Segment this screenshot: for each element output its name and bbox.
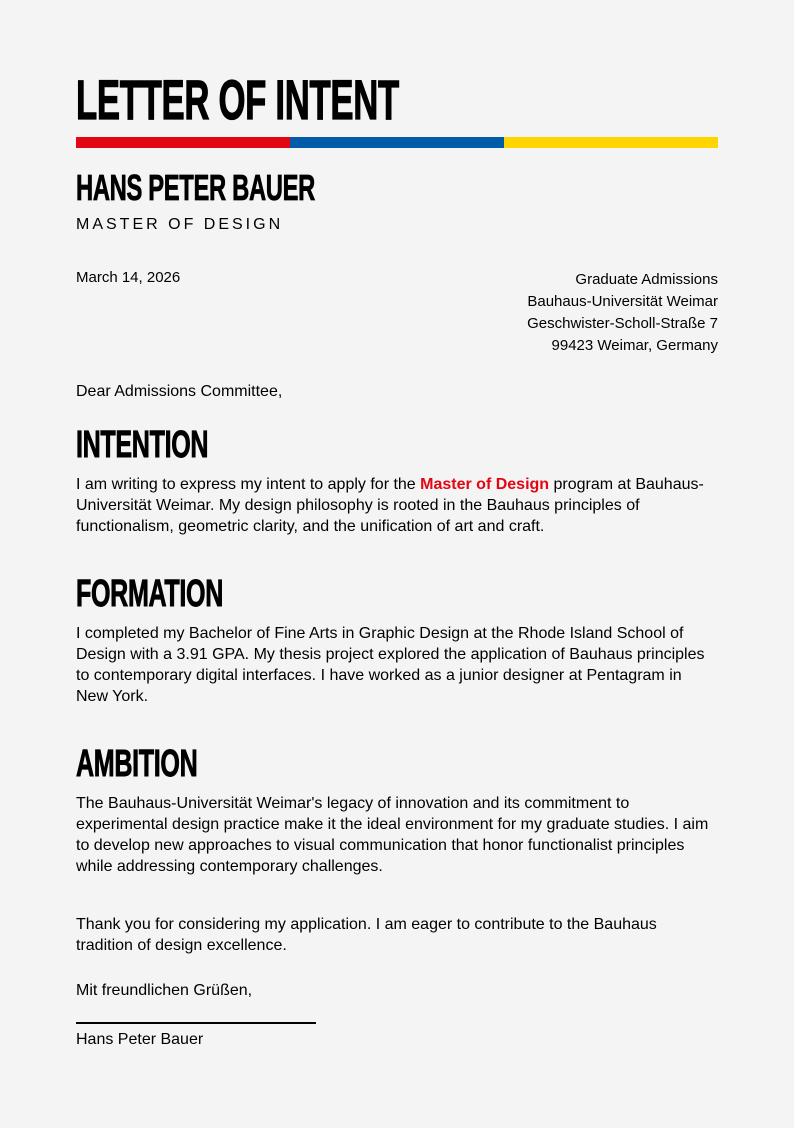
section-intention: [76, 426, 718, 537]
recipient-line-2: Bauhaus-Universität Weimar: [527, 293, 718, 310]
recipient-line-3: Geschwister-Scholl-Straße 7: [527, 315, 718, 332]
signature-name: Hans Peter Bauer: [76, 1031, 204, 1048]
letter-date: March 14, 2026: [76, 269, 181, 286]
degree-label: MASTER OF DESIGN: [76, 216, 284, 233]
section-ambition: [76, 745, 718, 877]
closing-paragraph: Thank you for considering my application. I am eager to contribute to the Bauhaus tradition of design excellence.: [76, 916, 657, 954]
applicant-name: HANS PETER BAUER: [76, 167, 315, 208]
body-text: I am writing to express my intent to apply for the: [76, 476, 421, 493]
section-body: [76, 474, 718, 537]
program-highlight: Master of Design: [420, 476, 550, 493]
section-title: INTENTION: [76, 424, 209, 466]
color-bar-blue: [290, 137, 504, 148]
color-bar-red: [76, 137, 290, 148]
section-formation: [76, 575, 718, 707]
recipient-line-1: Graduate Admissions: [575, 271, 718, 288]
recipient-line-4: 99423 Weimar, Germany: [551, 337, 718, 354]
signoff: Mit freundlichen Grüßen,: [76, 982, 253, 999]
section-body: The Bauhaus-Universität Weimar's legacy of innovation and its commitment to experimental design practice make it the ideal environment for my graduate studies. I aim to develop new approaches to visual communication that honor functionalist principles while addressing contemporary challenges.: [76, 795, 709, 875]
document-title: LETTER OF INTENT: [76, 68, 399, 131]
section-body: I completed my Bachelor of Fine Arts in Graphic Design at the Rhode Island School of Design with a 3.91 GPA. My thesis project explored the application of Bauhaus principles to contemporary digital interfaces. I have worked as a junior designer at Pentagram in New York.: [76, 625, 705, 705]
section-title: FORMATION: [76, 573, 224, 615]
body-text: program at Bauhaus-Universität Weimar. My design philosophy is rooted in the Bauhaus principles of functionalism, geometric clarity, and the unification of art and craft.: [76, 476, 704, 535]
salutation: Dear Admissions Committee,: [76, 383, 283, 400]
recipient-address: [527, 269, 718, 357]
color-bar: [76, 137, 718, 148]
signature-line: [76, 1022, 316, 1024]
color-bar-yellow: [504, 137, 718, 148]
section-title: AMBITION: [76, 743, 198, 785]
